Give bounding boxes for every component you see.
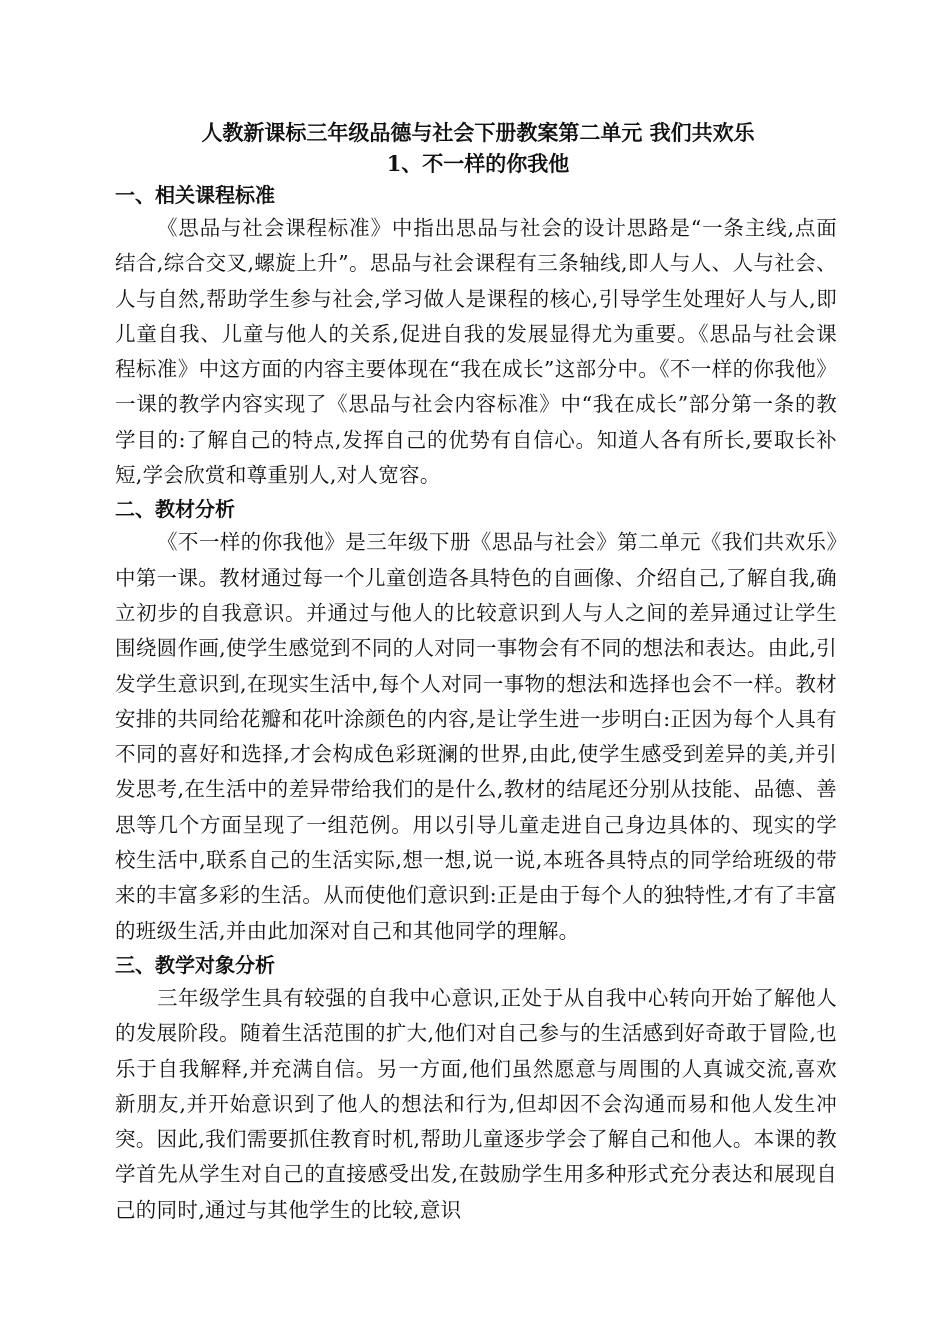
- section-body-student-analysis: 三年级学生具有较强的自我中心意识,正处于从自我中心转向开始了解他人的发展阶段。随着生活范围的扩大,他们对自己参与的生活感到好奇敢于冒险,也乐于自我解释,并充满自信。另一方面,他们虽然愿意与周围的人真诚交流,喜欢新朋友,并开始意识到了他人的想法和行为,但却因不会沟通而易和他人发生冲突。因此,我们需要抓住教育时机,帮助儿童逐步学会了解自己和他人。本课的教学首先从学生对自己的直接感受出发,在鼓励学生用多种形式充分表达和展现自己的同时,通过与其他学生的比较,意识: [115, 985, 837, 1222]
- section-heading-textbook-analysis: 二、教材分析: [115, 497, 235, 522]
- section-body-curriculum-standard: 《思品与社会课程标准》中指出思品与社会的设计思路是“一条主线,点面结合,综合交叉,螺旋上升”。思品与社会课程有三条轴线,即人与人、人与社会、人与自然,帮助学生参与社会,学习做人是课程的核心,引导学生处理好人与人,即儿童自我、儿童与他人的关系,促进自我的发展显得尤为重要。《思品与社会课程标准》中这方面的内容主要体现在“我在成长”这部分中。《不一样的你我他》一课的教学内容实现了《思品与社会内容标准》中“我在成长”部分第一条的教学目的:了解自己的特点,发挥自己的优势有自信心。知道人各有所长,要取长补短,学会欣赏和尊重别人,对人宽容。: [115, 216, 837, 488]
- document-page: [115, 118, 837, 1228]
- lesson-title: 1、不一样的你我他: [386, 151, 570, 176]
- section-heading-student-analysis: 三、教学对象分析: [115, 952, 275, 977]
- section-heading-curriculum-standard: 一、相关课程标准: [115, 183, 275, 207]
- section-body-textbook-analysis: 《不一样的你我他》是三年级下册《思品与社会》第二单元《我们共欢乐》中第一课。教材通过每一个儿童创造各具特色的自画像、介绍自己,了解自我,确立初步的自我意识。并通过与他人的比较意识到人与人之间的差异通过让学生围绕圆作画,使学生感觉到不同的人对同一事物会有不同的想法和表达。由此,引发学生意识到,在现实生活中,每个人对同一事物的想法和选择也会不一样。教材安排的共同给花瓣和花叶涂颜色的内容,是让学生进一步明白:正因为每个人具有不同的喜好和选择,才会构成色彩斑澜的世界,由此,使学生感受到差异的美,并引发思考,在生活中的差异带给我们的是什么,教材的结尾还分别从技能、品德、善思等几个方面呈现了一组范例。用以引导儿童走进自己身边具体的、现实的学校生活中,联系自己的生活实际,想一想,说一说,本班各具特点的同学给班级的带来的丰富多彩的生活。从而使他们意识到:正是由于每个人的独特性,才有了丰富的班级生活,并由此加深对自己和其他同学的理解。: [115, 530, 837, 943]
- document-title: 人教新课标三年级品德与社会下册教案第二单元 我们共欢乐: [201, 120, 755, 145]
